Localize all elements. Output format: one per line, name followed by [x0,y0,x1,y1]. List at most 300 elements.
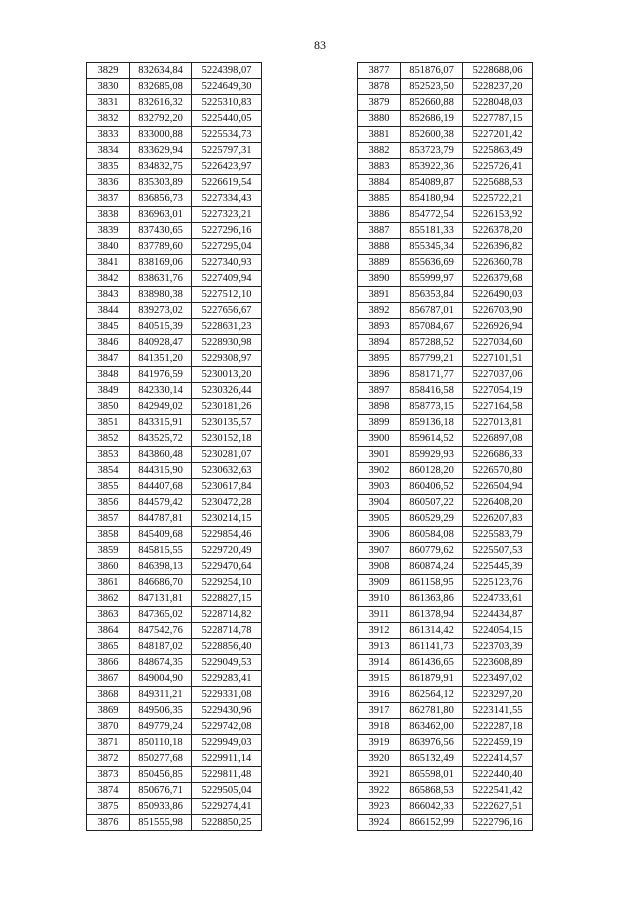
x-coordinate-cell: 856353,84 [401,287,463,303]
x-coordinate-cell: 838169,06 [130,255,192,271]
x-coordinate-cell: 839273,02 [130,303,192,319]
y-coordinate-cell: 5226207,83 [463,511,533,527]
y-coordinate-cell: 5229331,08 [192,687,262,703]
y-coordinate-cell: 5222459,19 [463,735,533,751]
y-coordinate-cell: 5227323,21 [192,207,262,223]
x-coordinate-cell: 843315,91 [130,415,192,431]
y-coordinate-cell: 5229470,64 [192,559,262,575]
y-coordinate-cell: 5230013,20 [192,367,262,383]
point-number-cell: 3861 [87,575,130,591]
y-coordinate-cell: 5225534,73 [192,127,262,143]
point-number-cell: 3869 [87,703,130,719]
x-coordinate-cell: 851555,98 [130,815,192,831]
table-row [87,591,262,607]
y-coordinate-cell: 5225445,39 [463,559,533,575]
y-coordinate-cell: 5226926,94 [463,319,533,335]
x-coordinate-cell: 842949,02 [130,399,192,415]
point-number-cell: 3884 [358,175,401,191]
table-row [358,271,533,287]
table-row [358,287,533,303]
y-coordinate-cell: 5228827,15 [192,591,262,607]
point-number-cell: 3840 [87,239,130,255]
y-coordinate-cell: 5222287,18 [463,719,533,735]
y-coordinate-cell: 5226378,20 [463,223,533,239]
x-coordinate-cell: 861158,95 [401,575,463,591]
table-row [87,735,262,751]
point-number-cell: 3860 [87,559,130,575]
point-number-cell: 3912 [358,623,401,639]
y-coordinate-cell: 5223141,55 [463,703,533,719]
point-number-cell: 3886 [358,207,401,223]
x-coordinate-cell: 852660,88 [401,95,463,111]
x-coordinate-cell: 832792,20 [130,111,192,127]
x-coordinate-cell: 861879,91 [401,671,463,687]
y-coordinate-cell: 5224054,15 [463,623,533,639]
x-coordinate-cell: 834832,75 [130,159,192,175]
table-row [87,335,262,351]
y-coordinate-cell: 5229720,49 [192,543,262,559]
page-number: 83 [314,38,326,52]
x-coordinate-cell: 841976,59 [130,367,192,383]
point-number-cell: 3916 [358,687,401,703]
x-coordinate-cell: 847542,76 [130,623,192,639]
point-number-cell: 3872 [87,751,130,767]
y-coordinate-cell: 5225863,49 [463,143,533,159]
table-row [87,447,262,463]
y-coordinate-cell: 5229911,14 [192,751,262,767]
point-number-cell: 3891 [358,287,401,303]
y-coordinate-cell: 5230214,15 [192,511,262,527]
point-number-cell: 3848 [87,367,130,383]
x-coordinate-cell: 860779,62 [401,543,463,559]
table-row [358,335,533,351]
point-number-cell: 3904 [358,495,401,511]
point-number-cell: 3864 [87,623,130,639]
table-row [87,815,262,831]
x-coordinate-cell: 860406,52 [401,479,463,495]
point-number-cell: 3865 [87,639,130,655]
x-coordinate-cell: 865598,01 [401,767,463,783]
y-coordinate-cell: 5225583,79 [463,527,533,543]
table-row [87,383,262,399]
y-coordinate-cell: 5226570,80 [463,463,533,479]
y-coordinate-cell: 5227512,10 [192,287,262,303]
y-coordinate-cell: 5229854,46 [192,527,262,543]
table-row [358,815,533,831]
x-coordinate-cell: 852523,50 [401,79,463,95]
y-coordinate-cell: 5230617,84 [192,479,262,495]
table-row [87,703,262,719]
x-coordinate-cell: 853723,79 [401,143,463,159]
y-coordinate-cell: 5228714,78 [192,623,262,639]
x-coordinate-cell: 850456,85 [130,767,192,783]
y-coordinate-cell: 5226396,82 [463,239,533,255]
x-coordinate-cell: 840928,47 [130,335,192,351]
point-number-cell: 3841 [87,255,130,271]
y-coordinate-cell: 5222541,42 [463,783,533,799]
point-number-cell: 3914 [358,655,401,671]
point-number-cell: 3850 [87,399,130,415]
y-coordinate-cell: 5228688,06 [463,63,533,79]
point-number-cell: 3875 [87,799,130,815]
x-coordinate-cell: 844579,42 [130,495,192,511]
y-coordinate-cell: 5228714,82 [192,607,262,623]
table-row [87,303,262,319]
y-coordinate-cell: 5225123,76 [463,575,533,591]
y-coordinate-cell: 5226619,54 [192,175,262,191]
y-coordinate-cell: 5229505,04 [192,783,262,799]
table-row [358,63,533,79]
x-coordinate-cell: 865132,49 [401,751,463,767]
point-number-cell: 3838 [87,207,130,223]
y-coordinate-cell: 5225440,05 [192,111,262,127]
point-number-cell: 3845 [87,319,130,335]
point-number-cell: 3830 [87,79,130,95]
x-coordinate-cell: 844407,68 [130,479,192,495]
y-coordinate-cell: 5229430,96 [192,703,262,719]
x-coordinate-cell: 863976,56 [401,735,463,751]
y-coordinate-cell: 5226379,68 [463,271,533,287]
table-row [358,655,533,671]
point-number-cell: 3867 [87,671,130,687]
x-coordinate-cell: 862781,80 [401,703,463,719]
x-coordinate-cell: 853922,36 [401,159,463,175]
table-row [358,143,533,159]
table-row [358,735,533,751]
table-row [87,639,262,655]
table-row [358,575,533,591]
point-number-cell: 3913 [358,639,401,655]
point-number-cell: 3921 [358,767,401,783]
table-row [87,127,262,143]
x-coordinate-cell: 859614,52 [401,431,463,447]
point-number-cell: 3837 [87,191,130,207]
x-coordinate-cell: 858171,77 [401,367,463,383]
table-row [358,607,533,623]
table-row [358,639,533,655]
y-coordinate-cell: 5230326,44 [192,383,262,399]
table-row [87,687,262,703]
y-coordinate-cell: 5227296,16 [192,223,262,239]
x-coordinate-cell: 832685,08 [130,79,192,95]
x-coordinate-cell: 845409,68 [130,527,192,543]
x-coordinate-cell: 860874,24 [401,559,463,575]
y-coordinate-cell: 5225722,21 [463,191,533,207]
y-coordinate-cell: 5225310,83 [192,95,262,111]
x-coordinate-cell: 861314,42 [401,623,463,639]
point-number-cell: 3902 [358,463,401,479]
point-number-cell: 3907 [358,543,401,559]
x-coordinate-cell: 846686,70 [130,575,192,591]
point-number-cell: 3890 [358,271,401,287]
point-number-cell: 3846 [87,335,130,351]
point-number-cell: 3911 [358,607,401,623]
x-coordinate-cell: 858416,58 [401,383,463,399]
table-row [87,783,262,799]
x-coordinate-cell: 859929,93 [401,447,463,463]
table-row [87,239,262,255]
x-coordinate-cell: 832634,84 [130,63,192,79]
table-row [87,655,262,671]
x-coordinate-cell: 855636,69 [401,255,463,271]
table-row [358,207,533,223]
x-coordinate-cell: 850933,86 [130,799,192,815]
table-row [358,175,533,191]
table-row [87,399,262,415]
x-coordinate-cell: 857084,67 [401,319,463,335]
y-coordinate-cell: 5227164,58 [463,399,533,415]
table-row [87,351,262,367]
table-row [358,303,533,319]
x-coordinate-cell: 847131,81 [130,591,192,607]
point-number-cell: 3879 [358,95,401,111]
table-row [358,95,533,111]
point-number-cell: 3876 [87,815,130,831]
x-coordinate-cell: 838980,38 [130,287,192,303]
y-coordinate-cell: 5230152,18 [192,431,262,447]
x-coordinate-cell: 849311,21 [130,687,192,703]
y-coordinate-cell: 5227101,51 [463,351,533,367]
y-coordinate-cell: 5223297,20 [463,687,533,703]
y-coordinate-cell: 5230181,26 [192,399,262,415]
y-coordinate-cell: 5227656,67 [192,303,262,319]
table-row [87,799,262,815]
coordinates-table-right [357,62,533,831]
x-coordinate-cell: 863462,00 [401,719,463,735]
table-row [358,495,533,511]
x-coordinate-cell: 849506,35 [130,703,192,719]
x-coordinate-cell: 854772,54 [401,207,463,223]
point-number-cell: 3862 [87,591,130,607]
table-row [87,559,262,575]
table-row [358,623,533,639]
table-row [87,415,262,431]
x-coordinate-cell: 855181,33 [401,223,463,239]
y-coordinate-cell: 5230632,63 [192,463,262,479]
table-row [87,175,262,191]
point-number-cell: 3835 [87,159,130,175]
table-row [87,319,262,335]
y-coordinate-cell: 5226408,20 [463,495,533,511]
point-number-cell: 3870 [87,719,130,735]
x-coordinate-cell: 861436,65 [401,655,463,671]
table-row [358,383,533,399]
point-number-cell: 3882 [358,143,401,159]
point-number-cell: 3855 [87,479,130,495]
y-coordinate-cell: 5227037,06 [463,367,533,383]
table-row [358,111,533,127]
point-number-cell: 3881 [358,127,401,143]
table-row [358,127,533,143]
y-coordinate-cell: 5224434,87 [463,607,533,623]
point-number-cell: 3834 [87,143,130,159]
point-number-cell: 3917 [358,703,401,719]
x-coordinate-cell: 865868,53 [401,783,463,799]
y-coordinate-cell: 5226686,33 [463,447,533,463]
table-row [358,255,533,271]
y-coordinate-cell: 5226504,94 [463,479,533,495]
table-row [87,79,262,95]
x-coordinate-cell: 836963,01 [130,207,192,223]
x-coordinate-cell: 843860,48 [130,447,192,463]
x-coordinate-cell: 833629,94 [130,143,192,159]
x-coordinate-cell: 850676,71 [130,783,192,799]
table-row [358,783,533,799]
y-coordinate-cell: 5224733,61 [463,591,533,607]
y-coordinate-cell: 5229742,08 [192,719,262,735]
table-row [358,431,533,447]
y-coordinate-cell: 5229811,48 [192,767,262,783]
table-row [87,271,262,287]
table-row [358,447,533,463]
y-coordinate-cell: 5222440,40 [463,767,533,783]
y-coordinate-cell: 5227034,60 [463,335,533,351]
point-number-cell: 3909 [358,575,401,591]
x-coordinate-cell: 847365,02 [130,607,192,623]
y-coordinate-cell: 5224398,07 [192,63,262,79]
point-number-cell: 3868 [87,687,130,703]
table-row [87,287,262,303]
table-row [87,63,262,79]
point-number-cell: 3883 [358,159,401,175]
point-number-cell: 3877 [358,63,401,79]
point-number-cell: 3923 [358,799,401,815]
x-coordinate-cell: 841351,20 [130,351,192,367]
point-number-cell: 3873 [87,767,130,783]
x-coordinate-cell: 866152,99 [401,815,463,831]
x-coordinate-cell: 855345,34 [401,239,463,255]
y-coordinate-cell: 5227334,43 [192,191,262,207]
x-coordinate-cell: 837430,65 [130,223,192,239]
x-coordinate-cell: 860529,29 [401,511,463,527]
table-row [87,111,262,127]
table-row [358,527,533,543]
point-number-cell: 3854 [87,463,130,479]
point-number-cell: 3851 [87,415,130,431]
table-row [87,367,262,383]
y-coordinate-cell: 5223497,02 [463,671,533,687]
x-coordinate-cell: 859136,18 [401,415,463,431]
y-coordinate-cell: 5227013,81 [463,415,533,431]
table-row [358,719,533,735]
x-coordinate-cell: 840515,39 [130,319,192,335]
x-coordinate-cell: 854089,87 [401,175,463,191]
x-coordinate-cell: 861363,86 [401,591,463,607]
x-coordinate-cell: 837789,60 [130,239,192,255]
y-coordinate-cell: 5229949,03 [192,735,262,751]
x-coordinate-cell: 860128,20 [401,463,463,479]
point-number-cell: 3906 [358,527,401,543]
point-number-cell: 3893 [358,319,401,335]
table-row [358,319,533,335]
point-number-cell: 3910 [358,591,401,607]
point-number-cell: 3919 [358,735,401,751]
table-row [358,415,533,431]
x-coordinate-cell: 852686,19 [401,111,463,127]
table-row [87,191,262,207]
table-row [358,463,533,479]
table-row [87,543,262,559]
y-coordinate-cell: 5225507,53 [463,543,533,559]
table-row [87,751,262,767]
table-row [87,671,262,687]
x-coordinate-cell: 858773,15 [401,399,463,415]
point-number-cell: 3849 [87,383,130,399]
point-number-cell: 3844 [87,303,130,319]
point-number-cell: 3874 [87,783,130,799]
table-row [358,671,533,687]
y-coordinate-cell: 5226153,92 [463,207,533,223]
x-coordinate-cell: 835303,89 [130,175,192,191]
point-number-cell: 3847 [87,351,130,367]
y-coordinate-cell: 5228631,23 [192,319,262,335]
table-row [358,559,533,575]
x-coordinate-cell: 861378,94 [401,607,463,623]
table-row [87,207,262,223]
point-number-cell: 3863 [87,607,130,623]
y-coordinate-cell: 5227054,19 [463,383,533,399]
x-coordinate-cell: 849004,90 [130,671,192,687]
y-coordinate-cell: 5225688,53 [463,175,533,191]
y-coordinate-cell: 5230135,57 [192,415,262,431]
table-row [358,799,533,815]
x-coordinate-cell: 844787,81 [130,511,192,527]
y-coordinate-cell: 5226360,78 [463,255,533,271]
y-coordinate-cell: 5229283,41 [192,671,262,687]
table-row [87,479,262,495]
y-coordinate-cell: 5228048,03 [463,95,533,111]
table-row [87,143,262,159]
x-coordinate-cell: 838631,76 [130,271,192,287]
point-number-cell: 3852 [87,431,130,447]
point-number-cell: 3897 [358,383,401,399]
point-number-cell: 3832 [87,111,130,127]
point-number-cell: 3905 [358,511,401,527]
table-row [87,511,262,527]
table-row [87,255,262,271]
point-number-cell: 3871 [87,735,130,751]
table-row [87,95,262,111]
point-number-cell: 3889 [358,255,401,271]
point-number-cell: 3829 [87,63,130,79]
point-number-cell: 3887 [358,223,401,239]
x-coordinate-cell: 857288,52 [401,335,463,351]
y-coordinate-cell: 5225726,41 [463,159,533,175]
x-coordinate-cell: 866042,33 [401,799,463,815]
point-number-cell: 3900 [358,431,401,447]
x-coordinate-cell: 860584,08 [401,527,463,543]
point-number-cell: 3924 [358,815,401,831]
table-row [358,367,533,383]
x-coordinate-cell: 860507,22 [401,495,463,511]
y-coordinate-cell: 5229274,41 [192,799,262,815]
point-number-cell: 3878 [358,79,401,95]
point-number-cell: 3903 [358,479,401,495]
x-coordinate-cell: 843525,72 [130,431,192,447]
x-coordinate-cell: 848674,35 [130,655,192,671]
table-row [358,751,533,767]
y-coordinate-cell: 5228856,40 [192,639,262,655]
x-coordinate-cell: 852600,38 [401,127,463,143]
table-row [87,623,262,639]
point-number-cell: 3866 [87,655,130,671]
point-number-cell: 3918 [358,719,401,735]
x-coordinate-cell: 850277,68 [130,751,192,767]
table-row [87,607,262,623]
table-row [87,719,262,735]
x-coordinate-cell: 854180,94 [401,191,463,207]
table-row [358,543,533,559]
